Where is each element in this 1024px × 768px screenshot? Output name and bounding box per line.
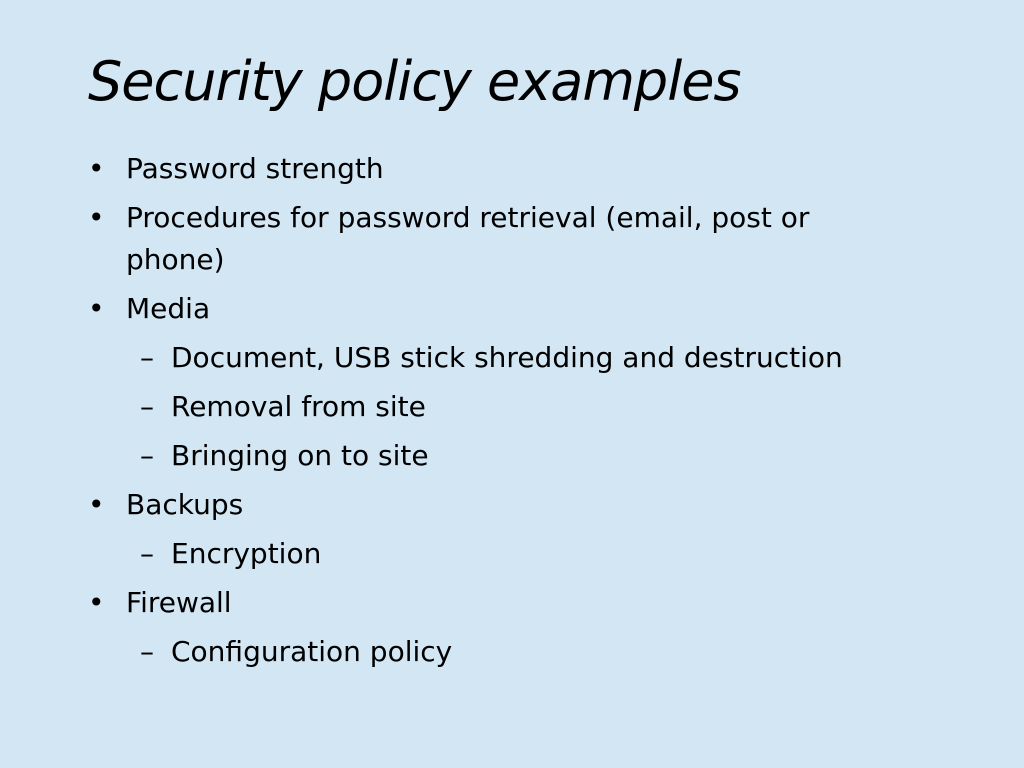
sub-bullet-marker: – <box>140 341 154 374</box>
sub-bullet-text: Encryption <box>171 537 322 570</box>
sub-bullet-item <box>84 533 884 575</box>
sub-bullet-item <box>84 386 884 428</box>
bullet-text: Procedures for password retrieval (email, post or phone) <box>126 201 810 276</box>
sub-bullet-text: Removal from site <box>171 390 426 423</box>
sub-bullet-text: Bringing on to site <box>171 439 429 472</box>
sub-bullet-marker: – <box>140 635 154 668</box>
bullet-item <box>84 197 884 281</box>
bullet-text: Backups <box>126 488 244 521</box>
bullet-marker: • <box>88 201 105 234</box>
bullet-item <box>84 582 884 624</box>
bullet-text: Firewall <box>126 586 232 619</box>
bullet-item <box>84 148 884 190</box>
bullet-list <box>84 148 884 680</box>
bullet-marker: • <box>88 152 105 185</box>
bullet-text: Media <box>126 292 211 325</box>
bullet-marker: • <box>88 488 105 521</box>
bullet-item <box>84 484 884 526</box>
sub-bullet-marker: – <box>140 439 154 472</box>
bullet-item <box>84 288 884 330</box>
sub-bullet-text: Document, USB stick shredding and destruction <box>171 341 843 374</box>
sub-bullet-item <box>84 337 884 379</box>
bullet-marker: • <box>88 292 105 325</box>
sub-bullet-text: Configuration policy <box>171 635 453 668</box>
bullet-marker: • <box>88 586 105 619</box>
sub-bullet-item <box>84 435 884 477</box>
sub-bullet-item <box>84 631 884 673</box>
slide-title: Security policy examples <box>88 50 741 113</box>
sub-bullet-marker: – <box>140 390 154 423</box>
bullet-text: Password strength <box>126 152 384 185</box>
sub-bullet-marker: – <box>140 537 154 570</box>
